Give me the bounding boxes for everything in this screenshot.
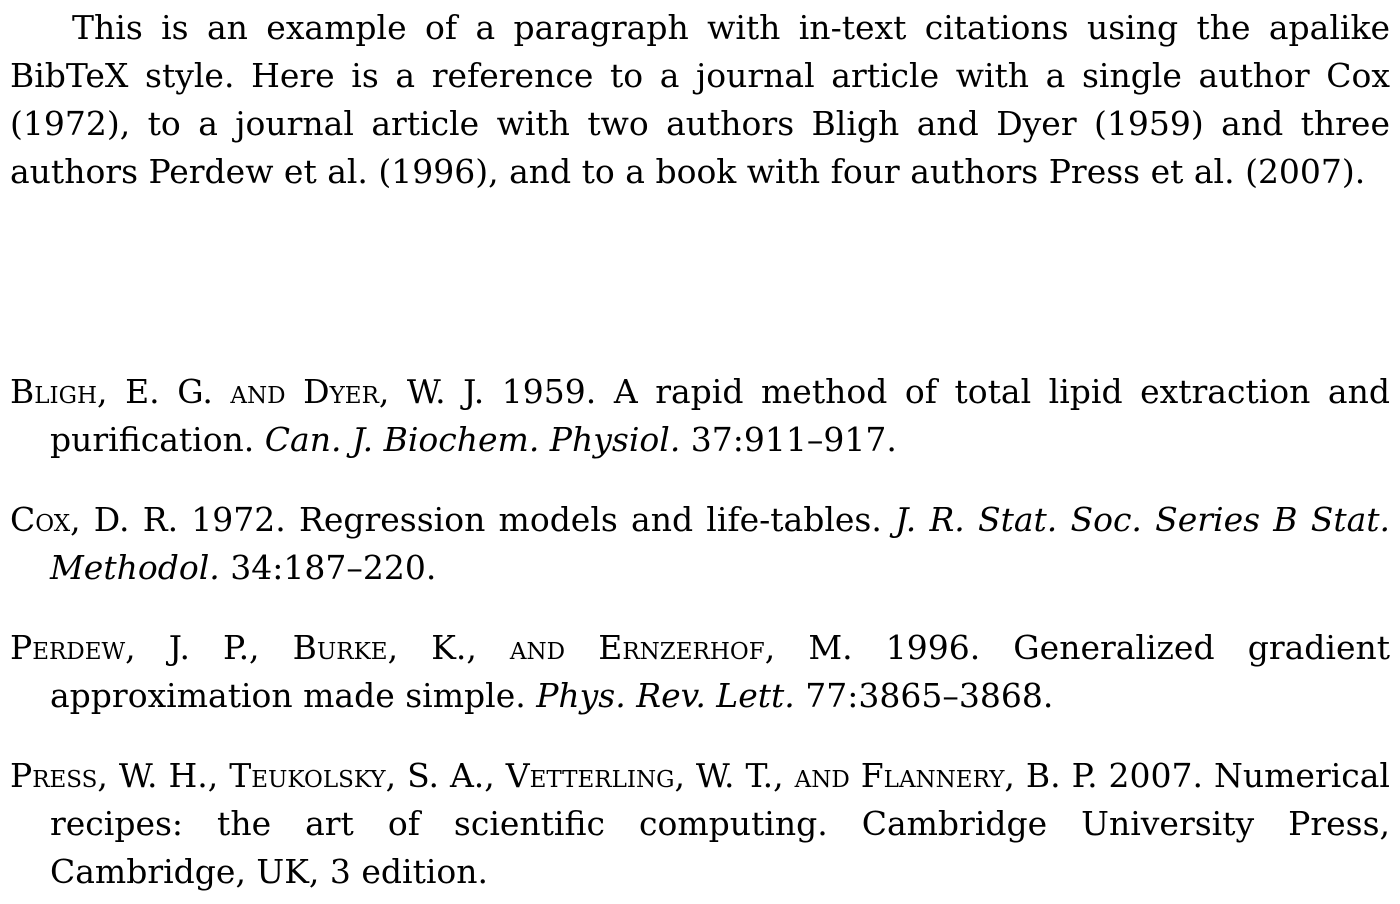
reference-volume-pages: 34:187–220.	[219, 548, 437, 587]
document-page	[10, 0, 1391, 891]
reference-entry	[10, 624, 1390, 720]
reference-journal: J. R. Stat. Soc. Series B Stat. Methodol.	[50, 500, 1391, 587]
reference-year-title: 1972. Regression models and life-tables.	[178, 500, 896, 539]
reference-publication-details: 2007. Numerical recipes: the art of scientific computing. Cambridge University Press, Cambridge, UK, 3 edition.	[50, 756, 1390, 891]
reference-authors: Press, W. H., Teukolsky, S. A., Vetterling, W. T., and Flannery, B. P.	[10, 756, 1098, 795]
reference-year-title: 1996. Generalized gradient approximation made simple.	[50, 628, 1390, 715]
reference-volume-pages: 77:3865–3868.	[794, 676, 1054, 715]
bibliography	[10, 368, 1390, 896]
reference-entry	[10, 368, 1390, 464]
reference-year-title: 1959. A rapid method of total lipid extraction and purification.	[50, 372, 1390, 459]
reference-volume-pages: 37:911–917.	[680, 420, 897, 459]
reference-journal: Phys. Rev. Lett.	[536, 676, 795, 715]
body-paragraph: This is an example of a paragraph with in-text citations using the apalike BibTeX style. Here is a reference to a journal article with a single author Cox (1972), to a journal article with two authors Bligh and Dyer (1959) and three authors Perdew et al. (1996), and to a book with four authors Press et al. (2007).	[10, 8, 1390, 191]
reference-authors: Cox, D. R.	[10, 500, 179, 539]
reference-authors: Bligh, E. G. and Dyer, W. J.	[10, 372, 485, 411]
reference-authors: Perdew, J. P., Burke, K., and Ernzerhof, M.	[10, 628, 853, 667]
reference-entry	[10, 752, 1390, 896]
reference-entry	[10, 496, 1390, 592]
reference-journal: Can. J. Biochem. Physiol.	[264, 420, 681, 459]
